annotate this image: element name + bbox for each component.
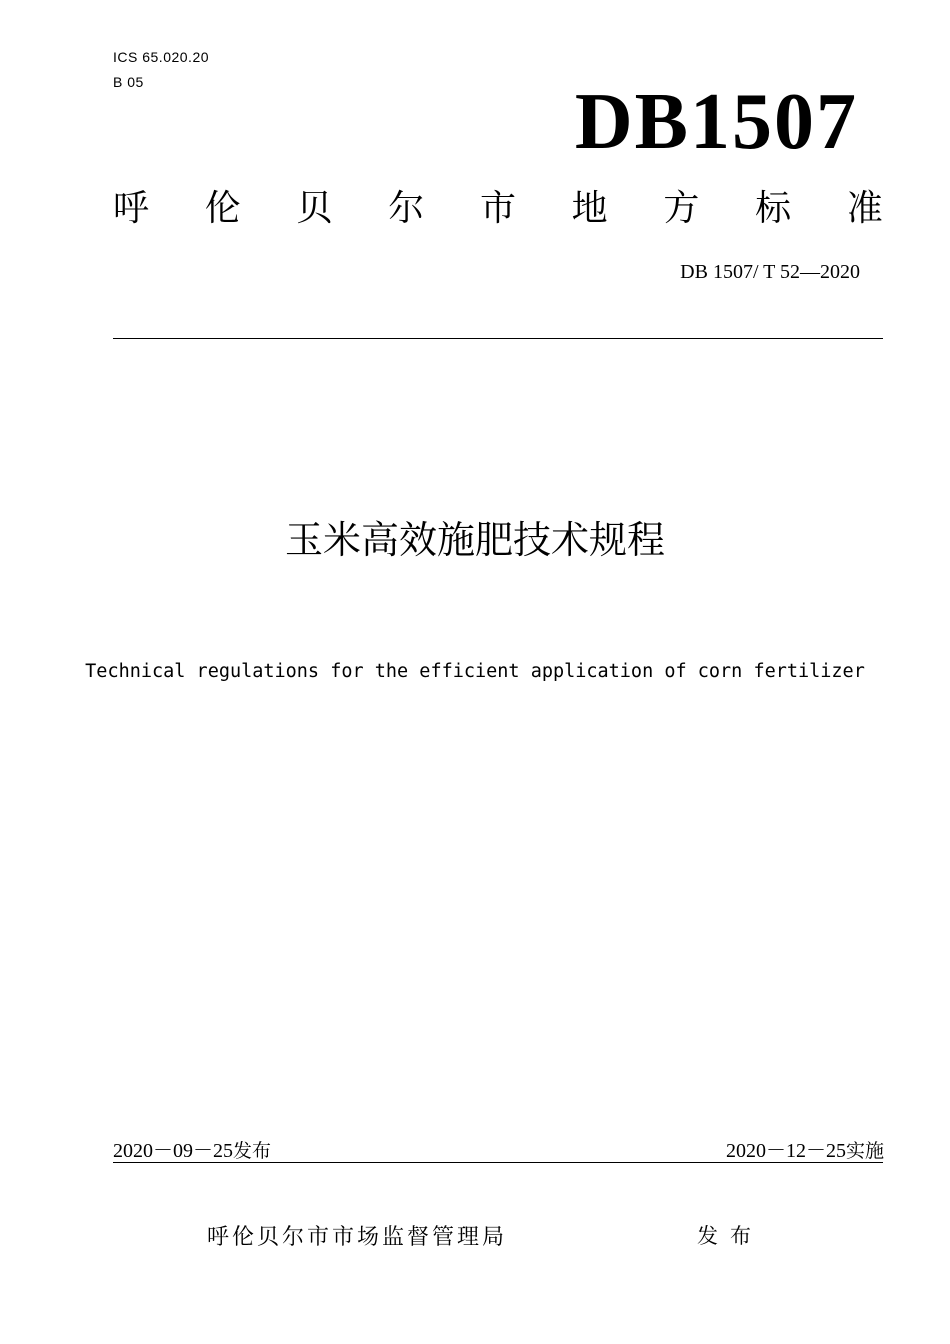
issuing-authority: 呼伦贝尔市市场监督管理局: [207, 1225, 508, 1250]
issue-label: 发布: [233, 1140, 272, 1162]
ccs-code: B 05: [113, 74, 144, 90]
implement-label: 实施: [845, 1140, 884, 1162]
header-divider: [113, 338, 883, 339]
document-title-chinese: 玉米高效施肥技术规程: [284, 518, 665, 562]
implement-date: 2020－12－25: [725, 1140, 846, 1162]
standard-type-char: 贝: [296, 188, 333, 229]
standard-type-char: 伦: [204, 188, 241, 229]
standard-type-char: 地: [571, 188, 608, 229]
standard-type-char: 尔: [388, 188, 425, 229]
standard-type-char: 准: [846, 188, 883, 229]
issue-date: 2020－09－25: [113, 1140, 233, 1162]
standard-type-char: 市: [479, 188, 516, 229]
standard-number: DB 1507/ T 52—2020: [680, 261, 860, 283]
standard-type-char: 呼: [113, 188, 150, 229]
standard-type-char: 标: [755, 188, 792, 229]
publish-label: 发布: [697, 1224, 763, 1248]
standard-logo: DB1507: [574, 78, 858, 166]
ics-code: ICS 65.020.20: [113, 49, 210, 65]
standard-type-char: 方: [663, 188, 700, 229]
footer-divider: [113, 1162, 883, 1163]
document-title-english: Technical regulations for the efficient application of corn fertilizer: [85, 661, 865, 682]
standard-type-heading: [113, 182, 883, 236]
